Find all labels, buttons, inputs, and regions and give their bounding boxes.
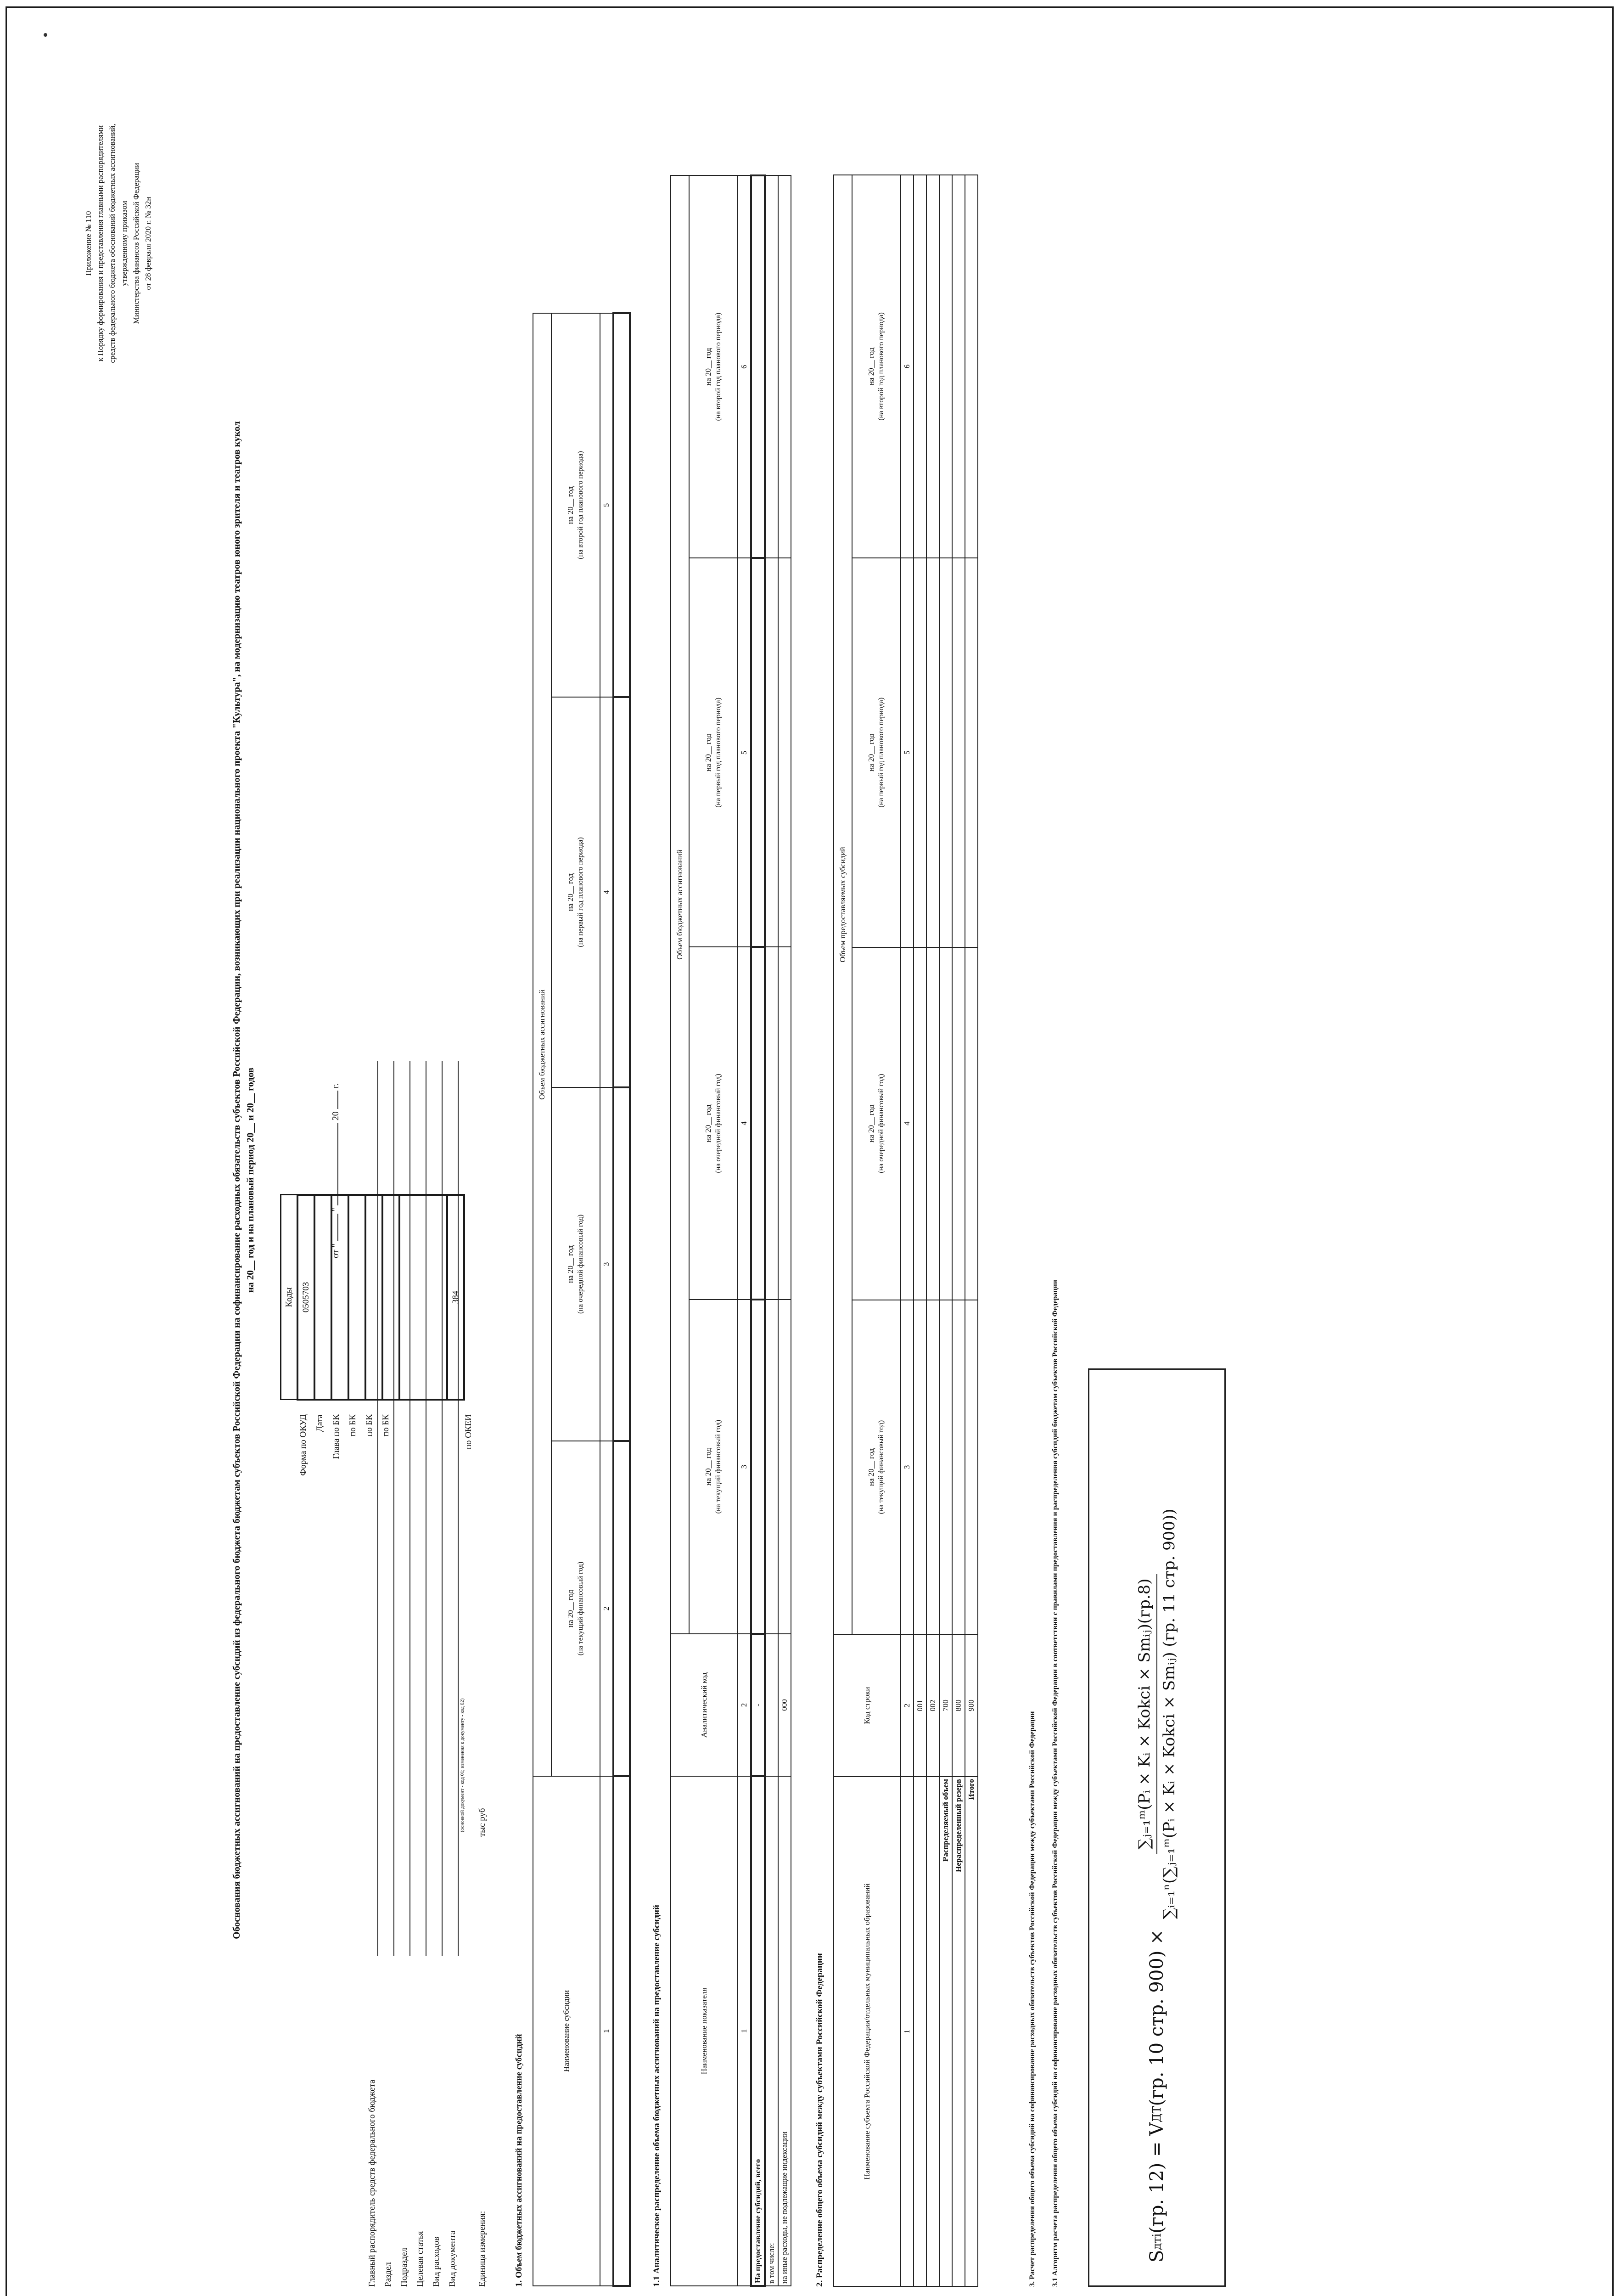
s11-num: 4 [738,947,751,1300]
s11-cell[interactable] [765,947,778,1300]
s11-row-total: На предоставление субсидий, всего [751,1776,765,2286]
s2-row[interactable] [914,1777,926,2286]
s1-year-2: на 20__ год (на очередной финансовый год) [551,1087,600,1441]
s2-row[interactable] [926,1777,939,2286]
s11-cell[interactable] [751,947,765,1300]
date-suffix: г. [331,1083,341,1089]
formula-v-args: (гр. 10 стр. 900) × [1146,1929,1167,2106]
appendix-line: Приложение № 110 [84,211,93,276]
s11-cell[interactable] [765,175,778,558]
s11-group: Объем бюджетных ассигнований [671,175,689,1634]
s11-cell[interactable] [765,1300,778,1634]
code-bk3[interactable] [382,1195,399,1400]
section31-title: 3.1 Алгоритм расчета распределения общего объема субсидий на софинансирование расходных обязательств субъектов Российской Федерации между субъектами Российской Федерации в соответствии с правилами предоставления и распределения субсидий бюджетам субъектов Российской Федерации [1051,1279,1059,2287]
s11-num: 6 [738,175,751,558]
s2-num: 5 [901,558,914,947]
s11-cell[interactable] [778,558,791,947]
s2-row-code: 900 [965,1634,978,1777]
s2-cell[interactable] [914,947,926,1300]
appendix-line: средств федерального бюджета обоснований бюджетных ассигнований, [108,124,117,363]
formula-lhs: S [1146,2250,1167,2262]
doctype-hint: (основной документ - код 01; изменения к документу - код 02) [460,1698,465,1832]
code-glava[interactable] [331,1195,348,1400]
s1-num: 2 [600,1441,613,1776]
s2-cell[interactable] [952,558,965,947]
section11-table [670,174,791,2287]
s2-cell[interactable] [965,947,978,1300]
s2-cell[interactable] [926,558,939,947]
code-label-bk3: по БК [381,1414,391,1437]
s2-num: 2 [901,1634,914,1777]
s11-cell[interactable] [778,1300,791,1634]
s11-cell[interactable] [778,175,791,558]
formula-numerator: ∑ⱼ₌₁ᵐ(Pᵢ × Kᵢ × Kokci × Smᵢⱼ)(гр.8) [1135,1574,1157,1854]
appendix-line: к Порядку формирования и представления главными распорядителями [96,125,105,362]
section1-table [533,312,631,2287]
formula-denominator: ∑ᵢ₌₁ⁿ(∑ⱼ₌₁ᵐ(Pᵢ × Kᵢ × Kokci × Smᵢⱼ) (гр. 11 стр. 900)) [1160,1508,1178,1919]
appendix-line: Министерства финансов Российской Федерации [132,163,140,324]
field-label-razdel: Раздел [383,2262,393,2287]
s1-group: Объем бюджетных ассигнований [533,313,551,1776]
s2-row-code: 001 [914,1634,926,1777]
formula-v-sub: ДТ [1150,2106,1163,2122]
s2-year-3: на 20__ год (на первый год планового периода) [852,558,901,947]
s11-num: 1 [738,1776,751,2286]
formula-lhs-sub: дтi [1150,2233,1163,2250]
s2-cell[interactable] [965,1300,978,1634]
s2-cell[interactable] [965,558,978,947]
s2-cell[interactable] [952,947,965,1300]
s2-row-code: 700 [939,1634,952,1777]
s2-cell[interactable] [926,1300,939,1634]
formula-lhs-args: (гр. 12) = V [1146,2122,1167,2234]
date-quote: " [331,1208,341,1212]
date-year: 20 [331,1111,341,1121]
s2-cell[interactable] [914,558,926,947]
formula-fraction [1135,1504,1178,1924]
code-bk1[interactable] [348,1195,365,1400]
s1-cell[interactable] [613,1087,630,1441]
code-label-bk1: по БК [348,1414,358,1437]
s2-cell[interactable] [939,175,952,558]
title-line-1: Обоснования бюджетных ассигнований на предоставление субсидий из федерального бюджета бюджетам субъектов Российской Федерации на софинансирование расходных обязательств субъектов Российской Федерации, возникающих при реализации национального проекта "Культура", на модернизацию театров юного зрителя и театров кукол [231,421,242,1939]
s11-year-1: на 20__ год (на текущий финансовый год) [689,1300,738,1634]
s11-num: 3 [738,1300,751,1634]
code-okud[interactable]: 0505703 [297,1195,314,1400]
s2-cell[interactable] [914,175,926,558]
code-date[interactable] [314,1195,331,1400]
s2-cell[interactable] [926,947,939,1300]
s11-col-code: Аналитический код [671,1634,738,1776]
s2-row-code: 002 [926,1634,939,1777]
appendix-block [83,83,154,404]
s11-cell[interactable] [765,558,778,947]
s11-row-other: на иные расходы, не подлежащие индексации [778,1776,791,2286]
code-label-okud: Форма по ОКУД [298,1414,308,1476]
unit-value: тыс руб [477,1808,487,1837]
s2-col-name: Наименование субъекта Российской Федерации/отдельных муниципальных образований [834,1777,901,2286]
codes-table [280,1194,465,1401]
s1-cell[interactable] [613,313,630,697]
s2-num: 6 [901,175,914,558]
title-line-2: на 20__ год и на плановый период 20__ и 20__ годов [245,1067,256,1293]
s2-cell[interactable] [939,947,952,1300]
s11-num: 2 [738,1634,751,1776]
appendix-line: от 28 февраля 2020 г. № 32н [144,197,152,290]
s2-row-code: 800 [952,1634,965,1777]
s11-row-incl-code [765,1634,778,1776]
document-title [230,285,257,2076]
s2-cell[interactable] [952,175,965,558]
s2-num: 3 [901,1300,914,1634]
s11-cell[interactable] [751,175,765,558]
field-label-doctype: Вид документа [448,2230,457,2287]
s2-year-1: на 20__ год (на текущий финансовый год) [852,1300,901,1634]
code-label-date: Дата [315,1414,325,1432]
s1-col-name: Наименование субсидии [533,1776,600,2286]
s2-cell[interactable] [965,175,978,558]
s2-cell[interactable] [939,558,952,947]
s2-year-4: на 20__ год (на второй год планового периода) [852,175,901,558]
s1-cell[interactable] [613,1441,630,1776]
unit-label: Единица измерения: [477,2211,487,2287]
formula-box [1088,1368,1226,2287]
s1-num: 5 [600,313,613,697]
s1-year-1: на 20__ год (на текущий финансовый год) [551,1441,600,1776]
s1-year-3: на 20__ год (на первый год планового периода) [551,697,600,1087]
s2-cell[interactable] [939,1300,952,1634]
section11-title: 1.1 Аналитическое распределение объема бюджетных ассигнований на предоставление субсидий [652,1904,662,2287]
code-label-bk2: по БК [365,1414,374,1437]
s2-cell[interactable] [914,1300,926,1634]
s2-num: 4 [901,947,914,1300]
s1-cell[interactable] [613,697,630,1087]
s1-year-4: на 20__ год (на второй год планового периода) [551,313,600,697]
section2-title: 2. Распределение общего объема субсидий между субъектами Российской Федерации [815,1953,825,2287]
s1-cell[interactable] [613,1776,630,2286]
s11-num: 5 [738,558,751,947]
s2-num: 1 [901,1777,914,2286]
s2-col-code: Код строки [834,1634,901,1777]
s11-year-4: на 20__ год (на второй год планового периода) [689,175,738,558]
field-label-target: Целевая статья [415,2231,425,2287]
code-okei[interactable]: 384 [447,1195,464,1400]
date-from: от " [331,1244,341,1258]
s11-cell[interactable] [778,947,791,1300]
s1-num: 1 [600,1776,613,2286]
s2-year-2: на 20__ год (на очередной финансовый год) [852,947,901,1300]
s11-cell[interactable] [751,558,765,947]
s2-row-distributed: Распределяемый объем [939,1777,952,2286]
s11-row-other-code: 000 [778,1634,791,1776]
s11-year-2: на 20__ год (на очередной финансовый год) [689,947,738,1300]
s2-row-reserve: Нераспределенный резерв [952,1777,965,2286]
code-label-okei: по ОКЕИ [464,1414,473,1450]
code-label-glava: Глава по БК [331,1414,341,1459]
field-label-podrazdel: Подраздел [399,2247,409,2287]
field-label-grbs: Главный распорядитель средств федерального бюджета [367,2079,377,2287]
s2-group: Объем предоставляемых субсидий [834,175,852,1634]
s11-col-name: Наименование показателя [671,1776,738,2286]
section1-title: 1. Объем бюджетных ассигнований на предоставление субсидий [514,2034,524,2287]
s1-num: 3 [600,1087,613,1441]
scan-speck [44,33,47,37]
s11-row-total-code: - [751,1634,765,1776]
code-bk2[interactable] [365,1195,382,1400]
s1-num: 4 [600,697,613,1087]
s2-cell[interactable] [952,1300,965,1634]
field-label-vr: Вид расходов [432,2236,441,2287]
s2-cell[interactable] [926,175,939,558]
code-blank[interactable] [399,1195,447,1400]
section3-title: 3. Расчет распределения общего объема субсидий на софинансирование расходных обязательств субъектов Российской Федерации между субъектами Российской Федерации [1028,1711,1036,2287]
s11-cell[interactable] [751,1300,765,1634]
s11-row-incl: в том числе: [765,1776,778,2286]
section2-table [833,174,978,2287]
s2-row-total: Итого [965,1777,978,2286]
appendix-line: утвержденному приказом [120,201,129,286]
codes-header: Коды [281,1195,298,1400]
s11-year-3: на 20__ год (на первый год планового периода) [689,558,738,947]
